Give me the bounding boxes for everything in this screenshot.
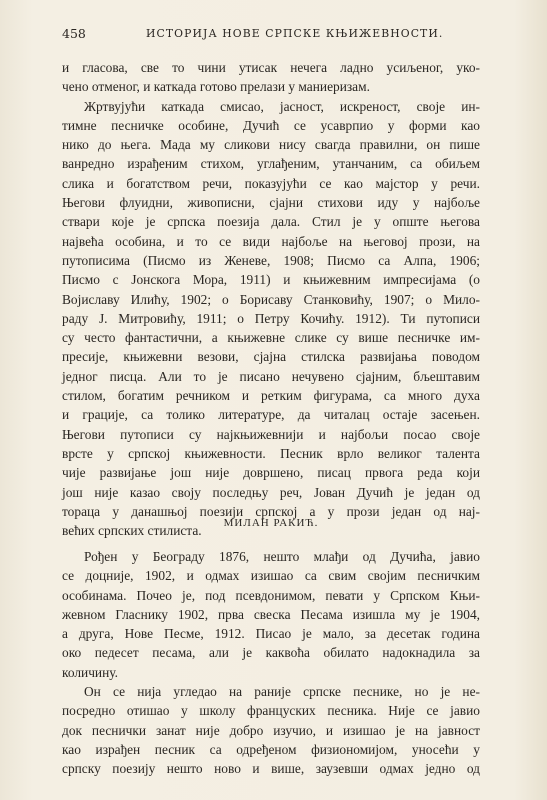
body-text-section-1 xyxy=(62,58,480,540)
text-line: посредно отишао у школу француских песника. Није се јавио xyxy=(62,703,480,719)
body-text-section-2 xyxy=(62,547,480,779)
text-line: Војиславу Илићу, 1902; о Борисаву Станковићу, 1907; о Мило- xyxy=(62,291,480,307)
text-line: српску поезију нешто ново и више, заузевши одмах једно од xyxy=(62,761,480,777)
text-line: путописима (Писмо из Женеве, 1908; Писмо са Алпа, 1906; xyxy=(62,252,480,268)
text-line: Његови путописи су најкњижевнији и најбољи посао своје xyxy=(62,426,480,442)
text-line: нико до њега. Мада му сликови нису свагда правилни, он пише xyxy=(62,137,480,153)
text-line: а друга, Нове Песме, 1912. Писао је мало, за десетак година xyxy=(62,626,480,642)
text-line: слика и богатством речи, показујући се као мајстор у речи. xyxy=(62,175,480,191)
text-line: су често фантастични, а књижевне слике су више песничке им- xyxy=(62,330,480,346)
text-line: око педесет песама, али је каквоћа обилато надокнадила за xyxy=(62,645,480,661)
text-line: тораца у данашњој поезији српској а у прози један од нај- xyxy=(62,503,480,519)
page-number: 458 xyxy=(62,26,86,41)
text-line: Рођен у Београду 1876, нешто млађи од Дучића, јавио xyxy=(84,549,480,564)
text-line: особинама. Почео је, под псевдонимом, певати у Српском Књи- xyxy=(62,587,480,603)
text-line: жевном Гласнику 1902, прва свеска Песама изишла му је 1904, xyxy=(62,606,480,622)
text-line: једног писца. Али то је писано нечувено сјајним, бљештавим xyxy=(62,368,480,384)
text-line: Писмо с Јонскога Мора, 1911) и књижевним импресијама (о xyxy=(62,272,480,288)
text-line: пресије, књижевни везови, сјајна стилска развијања поводом xyxy=(62,349,480,365)
text-line: и грације, са толико литературе, да читалац остаје засењен. xyxy=(62,407,480,423)
text-line: Он се нија угледао на раније српске песнике, но је не- xyxy=(84,684,480,700)
text-line: као израђен песник са одређеном физиономијом, уносећи у xyxy=(62,741,480,757)
text-line: још није казао своју последњу реч, Јован Дучић је један од xyxy=(62,484,480,500)
text-line: врсте у српској књижевности. Песник врло великог талента xyxy=(62,445,480,461)
text-line: већих српских стилиста. xyxy=(62,523,202,539)
running-header xyxy=(62,26,480,44)
text-line: Његови флуидни, живописни, сјајни стихови иду у најбоље xyxy=(62,195,480,211)
text-line: тимне песничке особине, Дучић се усаврпио у форми као xyxy=(62,117,480,133)
text-line: највећа особина, и то се види најбоље на његовој прози, на xyxy=(62,233,480,249)
text-line: чије развијање још није довршено, писац првога реда који xyxy=(62,465,480,481)
text-line: ствари које је српска поезија дала. Стил је у опште његова xyxy=(62,214,480,230)
text-line: чено отменог, и каткада готово прелази у маниеризам. xyxy=(62,79,370,95)
text-line: ванредно израђеним стихом, углађеним, утанчаним, са обиљем xyxy=(62,156,480,172)
text-line: се доцније, 1902, и одмах изишао са свим својим песничким xyxy=(62,568,480,584)
text-line: Жртвујући каткада смисао, јасност, искреност, своје ин- xyxy=(84,98,480,114)
running-title: ИСТОРИЈА НОВЕ СРПСКЕ КЊИЖЕВНОСТИ. xyxy=(146,27,444,40)
text-line: стилом, богатим речником и ретким фигурама, са много духа xyxy=(62,388,480,404)
text-line: количину. xyxy=(62,664,118,680)
section-heading: МИЛАН РАКИЋ. xyxy=(223,517,319,529)
text-line: док песнички занат није добро изучио, и изишао је на јавност xyxy=(62,722,480,738)
text-line: раду Ј. Митровићу, 1911; о Петру Кочићу. 1912). Ти путописи xyxy=(62,310,480,326)
text-line: и гласова, све то чини утисак нечега ладно усиљеног, уко- xyxy=(62,60,480,75)
